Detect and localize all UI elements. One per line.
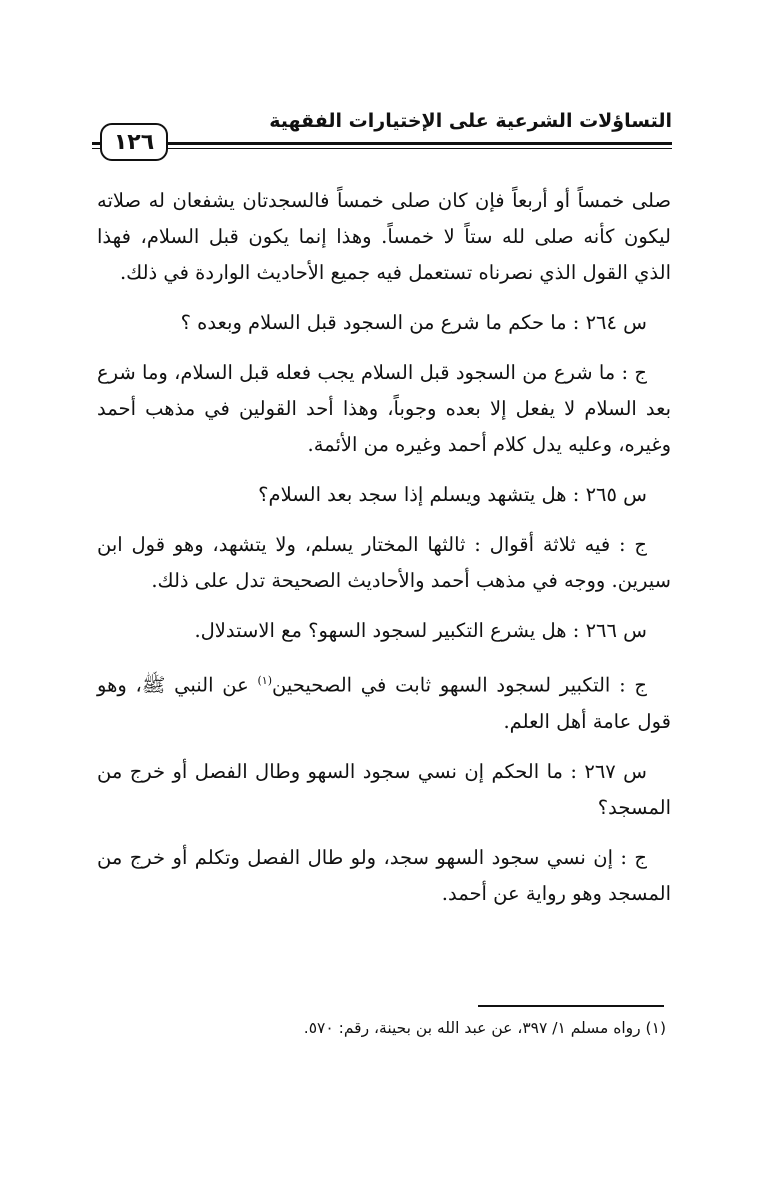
page-number: ١٢٦ [100,123,168,161]
answer-264-text: ج : ما شرع من السجود قبل السلام يجب فعله قبل السلام، وما شرع بعد السلام لا يفعل إلا بعده وجوباً، وهذا أحد القولين في مذهب أحمد وغيره، وعليه يدل كلام أحمد وغيره من الأئمة. [97,361,671,456]
header-rule-thin [92,148,672,149]
running-title: التساؤلات الشرعية على الإختيارات الفقهية [269,110,672,132]
answer-266-text-a: ج : التكبير لسجود السهو ثابت في الصحيحين [272,673,647,697]
answer-267-text: ج : إن نسي سجود السهو سجد، ولو طال الفصل وتكلم أو خرج من المسجد وهو رواية عن أحمد. [97,845,671,905]
answer-266 [97,663,671,740]
answer-265-text: ج : فيه ثلاثة أقوال : ثالثها المختار يسلم، ولا يتشهد، وهو قول ابن سيرين. ووجه في مذهب أحمد والأحاديث الصحيحة تدل على ذلك. [97,533,671,592]
body-text [97,183,671,912]
page-header [92,100,672,155]
footnote: (١) رواه مسلم ١/ ٣٩٧، عن عبد الله بن بحينة، رقم: ٥٧٠. [303,1019,666,1037]
header-rule-thick [92,142,672,145]
answer-267 [97,840,671,912]
question-264: س ٢٦٤ : ما حكم ما شرع من السجود قبل السلام وبعده ؟ [180,311,647,334]
paragraph-intro: صلى خمساً أو أربعاً فإن كان صلى خمساً فالسجدتان يشفعان له صلاته ليكون كأنه صلى لله ستاً لا خمساً. وهذا إنما يكون قبل السلام، فهذا الذي القول الذي نصرناه تستعمل فيه جميع الأحاديث الواردة في ذلك. [97,189,671,284]
question-267 [97,754,671,826]
question-267-text: س ٢٦٧ : ما الحكم إن نسي سجود السهو وطال الفصل أو خرج من المسجد؟ [97,759,671,819]
footnote-separator [478,1005,664,1007]
answer-265 [97,527,671,599]
question-266: س ٢٦٦ : هل يشرع التكبير لسجود السهو؟ مع الاستدلال. [194,619,647,642]
footnote-ref[interactable]: (١) [257,674,272,687]
answer-266-text-b: عن النبي ﷺ، وهو قول عامة أهل العلم. [97,673,671,733]
answer-264 [97,355,671,463]
question-265: س ٢٦٥ : هل يتشهد ويسلم إذا سجد بعد السلام؟ [258,483,647,506]
